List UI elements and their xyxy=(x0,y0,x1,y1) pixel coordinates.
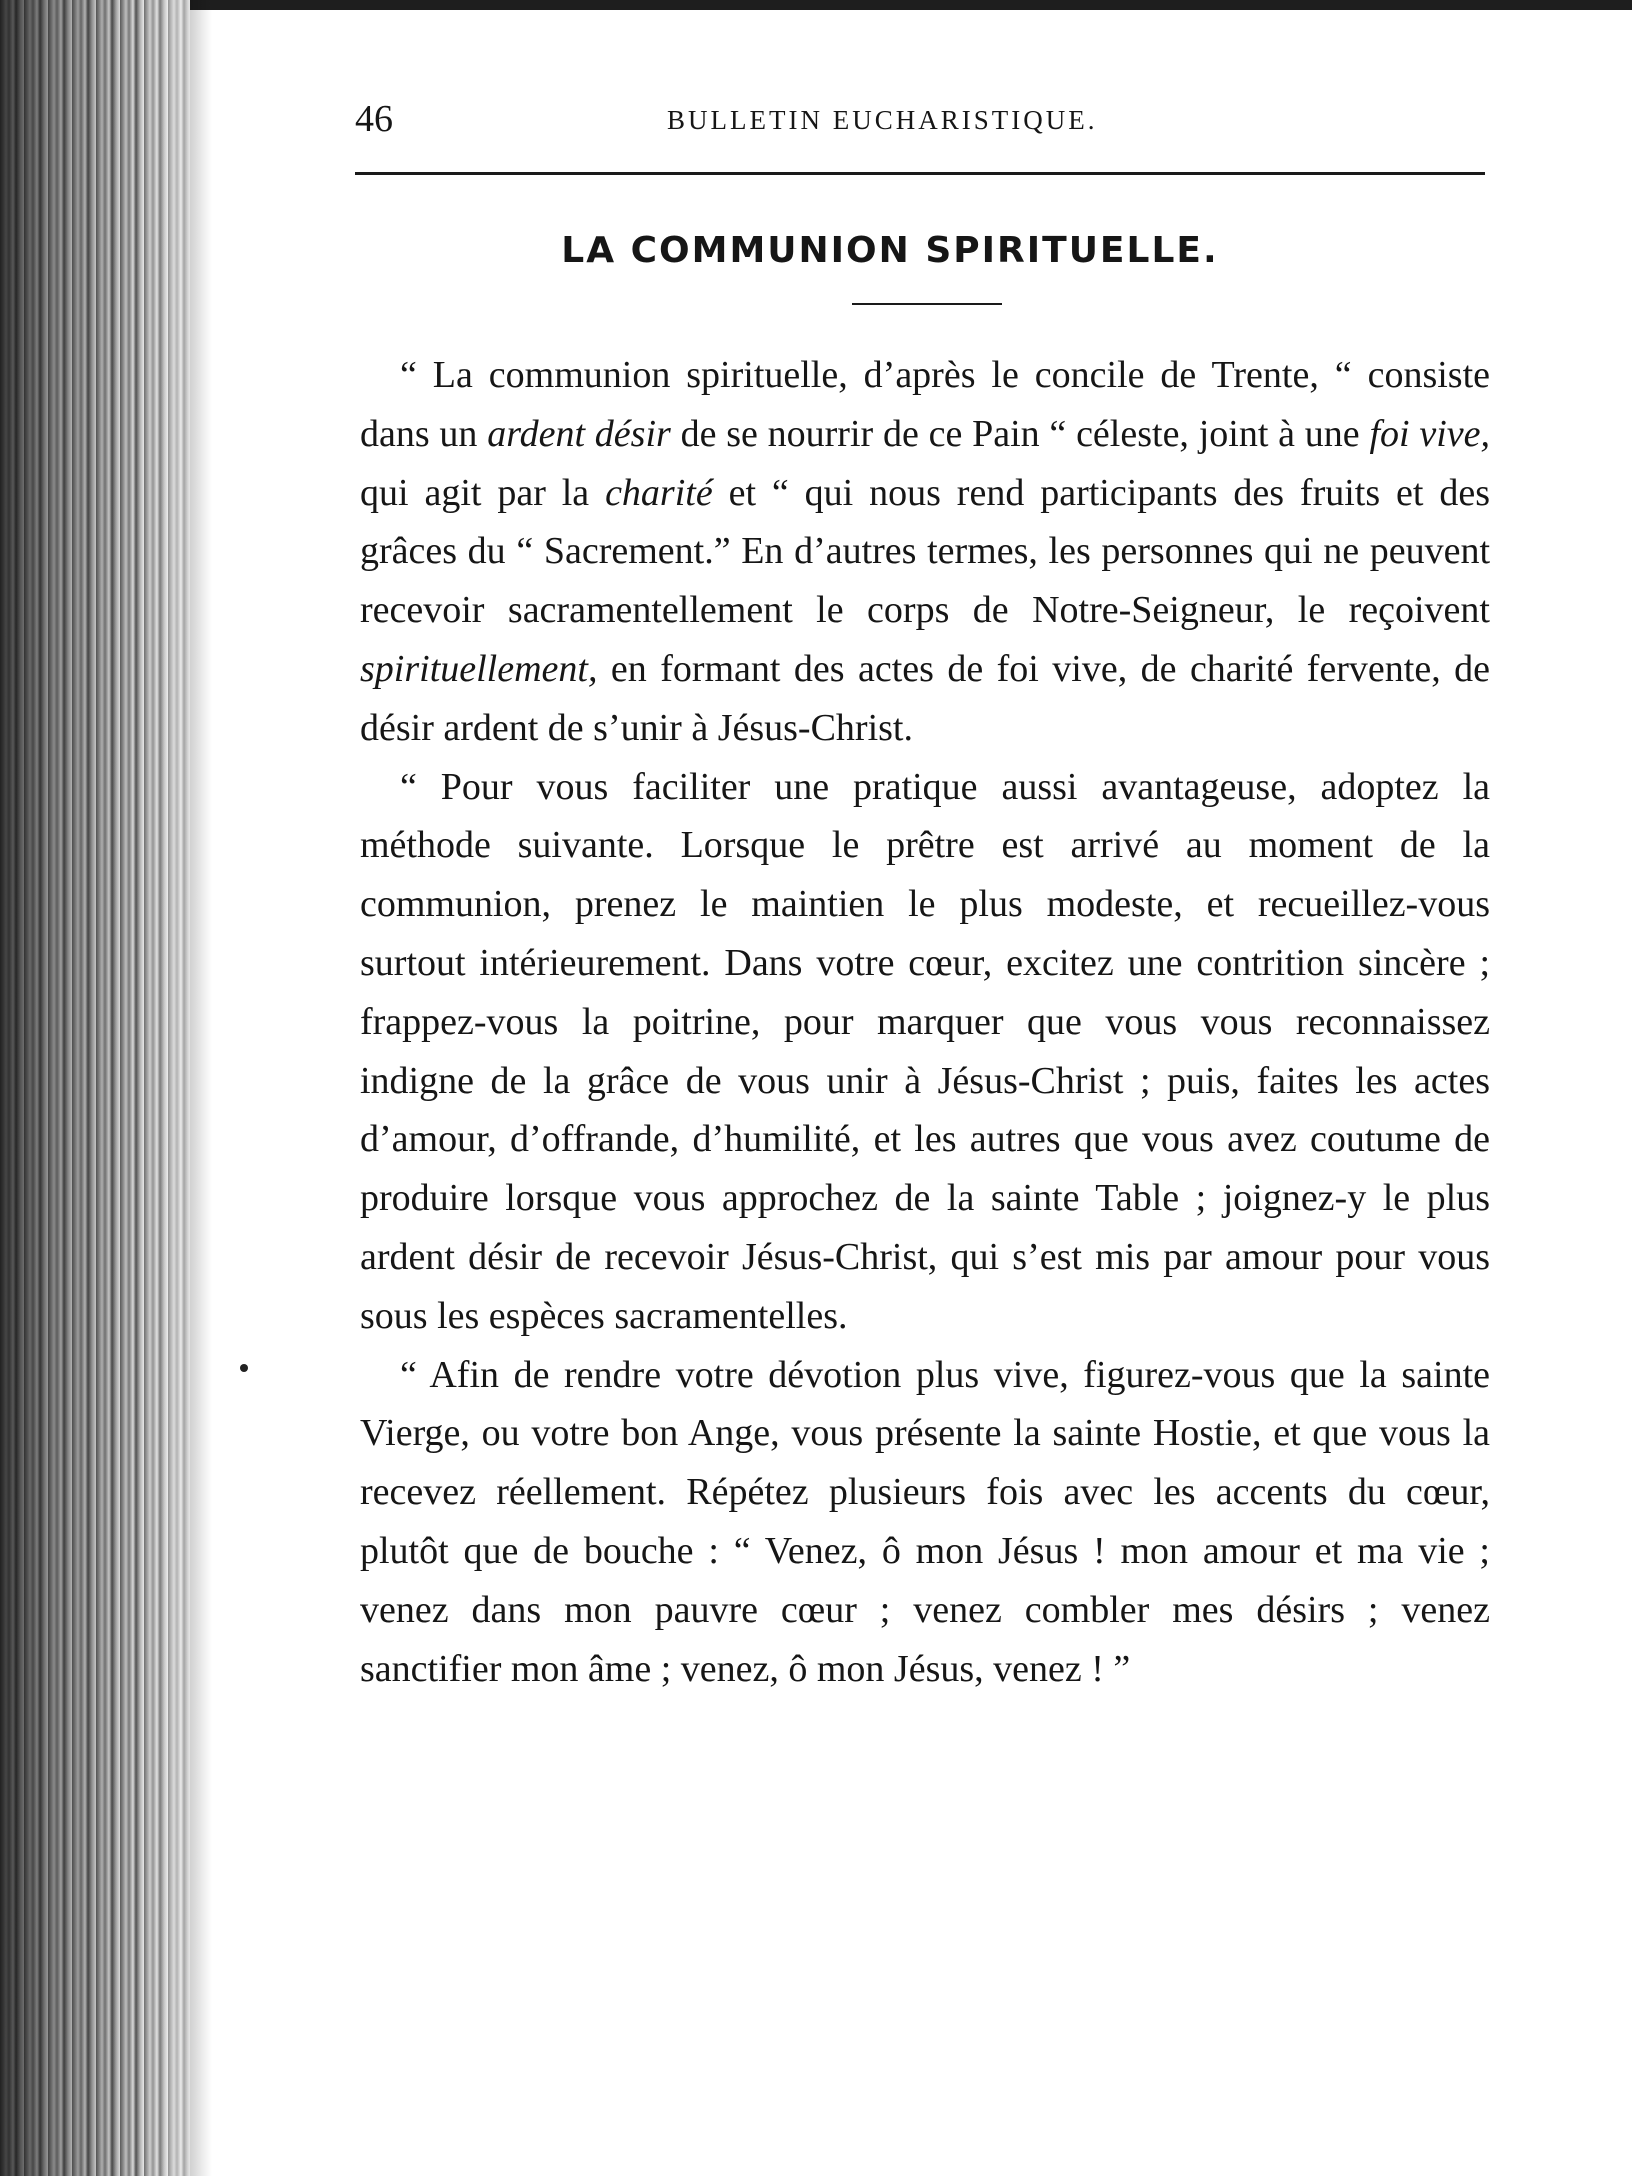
running-head xyxy=(355,94,1485,144)
p1-text-e: qui agit par la xyxy=(360,471,606,514)
p1-italic-ardent-desir: ardent désir xyxy=(487,412,671,455)
header-rule xyxy=(355,172,1485,175)
gutter-shadow xyxy=(190,0,212,2176)
p1-italic-foi-vive: foi vive, xyxy=(1369,412,1490,455)
paragraph-1 xyxy=(360,346,1490,758)
p1-text-g: et “ qui nous rend participants des fruits et des grâces du “ Sacrement.” En d’autres termes, les personnes qui ne peuvent recevoir sacramentellement le corps de Notre-Seigneur, le reçoivent xyxy=(360,471,1491,632)
p1-text-c: de se nourrir de ce Pain “ céleste, joint à une xyxy=(670,412,1370,455)
ink-speck xyxy=(240,1364,248,1372)
paragraph-2: “ Pour vous faciliter une pratique aussi avantageuse, adoptez la méthode suivante. Lorsque le prêtre est arrivé au moment de la communion, prenez le maintien le plus modeste, et recueillez-vous surtout intérieurement. Dans votre cœur, excitez une contrition sincère ; frappez-vous la poitrine, pour marquer que vous vous reconnaissez indigne de la grâce de vous unir à Jésus-Christ ; puis, faites les actes d’amour, d’offrande, d’humilité, et les autres que vous avez coutume de produire lorsque vous approchez de la sainte Table ; joignez-y le plus ardent désir de recevoir Jésus-Christ, qui s’est mis par amour pour vous sous les espèces sacramentelles. xyxy=(360,765,1490,1337)
scan-top-edge xyxy=(0,0,1632,10)
title-rule xyxy=(852,303,1002,305)
paragraph-3: “ Afin de rendre votre dévotion plus vive, figurez-vous que la sainte Vierge, ou votre bon Ange, vous présente la sainte Hostie, et que vous la recevez réellement. Répétez plusieurs fois avec les accents du cœur, plutôt que de bouche : “ Venez, ô mon Jésus ! mon amour et ma vie ; venez dans mon pauvre cœur ; venez combler mes désirs ; venez sanctifier mon âme ; venez, ô mon Jésus, venez ! ” xyxy=(360,1353,1490,1690)
p1-italic-spirituellement: spirituellement, xyxy=(360,647,598,690)
page-number: 46 xyxy=(355,98,393,140)
p1-text-a: “ La communion spirituelle, d’après le concile de Trente, “ consiste dans un xyxy=(360,354,1490,455)
article-title: LA COMMUNION SPIRITUELLE. xyxy=(561,230,1219,271)
p1-italic-charite: charité xyxy=(605,471,713,514)
journal-title: BULLETIN EUCHARISTIQUE. xyxy=(667,105,1098,135)
p1-text-i: en formant des actes de foi vive, de charité fervente, de désir ardent de s’unir à Jésus-Christ. xyxy=(360,647,1490,749)
book-page-edges xyxy=(0,0,190,2176)
article-body xyxy=(360,346,1490,1698)
